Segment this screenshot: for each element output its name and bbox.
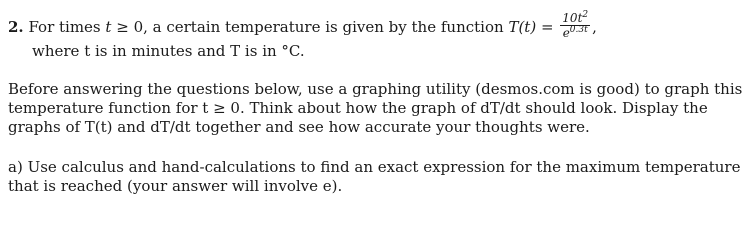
instructions-line-1: Before answering the questions below, use a graphing utility (desmos.com is good) to graph this [8,80,742,98]
instructions-line-3: graphs of T(t) and dT/dt together and see how accurate your thoughts were. [8,118,590,136]
problem-condition-text: ≥ 0, a certain temperature is given by the function [116,18,504,36]
problem-number: 2. [8,18,24,36]
temperature-fraction [560,12,590,40]
variable-t: t [105,18,112,36]
instructions-paragraph [8,80,742,137]
part-a-line-1: a) Use calculus and hand-calculations to find an exact expression for the maximum temperature [8,158,741,176]
instructions-line-2: temperature function for t ≥ 0. Think about how the graph of dT/dt should look. Display the [8,99,708,117]
fraction-denominator: $e^{0.3t}$ [562,25,588,40]
problem-line-2: where t is in minutes and T is in °C. [32,42,305,60]
fraction-comma: , [592,18,597,36]
fraction-numerator: $10t^2$ [562,10,589,25]
part-a-paragraph [8,158,741,196]
problem-line-1 [8,10,597,42]
problem-intro-text: For times [28,18,101,36]
function-label: T(t) = [508,18,554,36]
part-a-line-2: that is reached (your answer will involve e). [8,177,343,195]
